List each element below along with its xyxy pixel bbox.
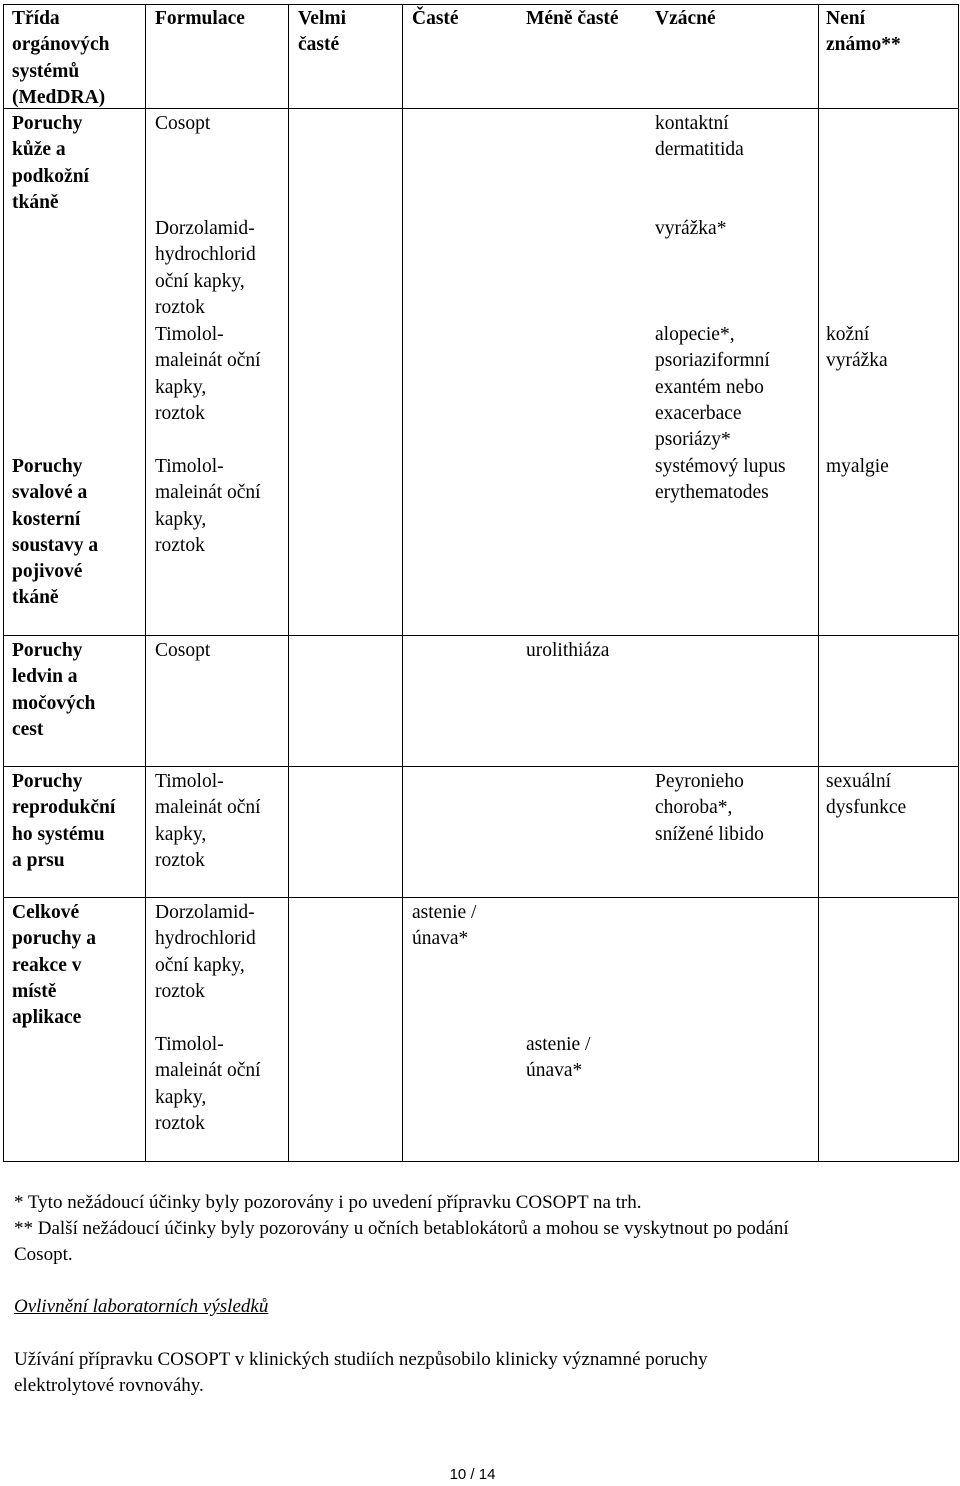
page-number: 10 / 14: [449, 1466, 496, 1483]
reproductive-class: Poruchy reprodukční ho systému a prsu: [12, 771, 116, 871]
skin-dorzolamide: Dorzolamid- hydrochlorid oční kapky, roztok: [155, 218, 256, 318]
footnote-1: * Tyto nežádoucí účinky byly pozorovány i po uvedení přípravku COSOPT na trh.: [14, 1192, 642, 1213]
section-heading: Ovlivnění laboratorních výsledků: [14, 1296, 269, 1317]
skin-timolol-rare: alopecie*, psoriaziformní exantém nebo exacerbace psoriázy*: [655, 324, 770, 451]
reproductive-unknown: sexuální dysfunkce: [826, 771, 907, 819]
header-unknown: Není známo**: [826, 8, 901, 56]
general-timolol-uncommon: astenie / únava*: [526, 1034, 591, 1082]
skin-timolol: Timolol- maleinát oční kapky, roztok: [155, 324, 261, 424]
header-formulation: Formulace: [155, 8, 245, 29]
skin-cosopt: Cosopt: [155, 113, 211, 134]
general-timolol: Timolol- maleinát oční kapky, roztok: [155, 1034, 261, 1134]
section-text-line-1: Užívání přípravku COSOPT v klinických studiích nezpůsobilo klinicky významné poruchy: [14, 1349, 708, 1370]
general-dorzolamide: Dorzolamid- hydrochlorid oční kapky, roztok: [155, 902, 256, 1002]
header-rare: Vzácné: [655, 8, 716, 29]
header-very-common: Velmi časté: [298, 8, 347, 56]
footnote-2-line-2: Cosopt.: [14, 1244, 73, 1265]
skin-cosopt-rare: kontaktní dermatitida: [655, 113, 744, 161]
renal-class: Poruchy ledvin a močových cest: [12, 640, 96, 740]
skin-dorzolamide-rare: vyrážka*: [655, 218, 727, 239]
renal-uncommon: urolithiáza: [526, 640, 610, 661]
header-common: Časté: [412, 8, 459, 29]
skin-timolol-unknown: kožní vyrážka: [826, 324, 888, 372]
musculo-rare: systémový lupus erythematodes: [655, 456, 786, 504]
general-class: Celkové poruchy a reakce v místě aplikace: [12, 902, 96, 1029]
general-dorzolamide-very-common: astenie / únava*: [412, 902, 477, 950]
musculo-timolol: Timolol- maleinát oční kapky, roztok: [155, 456, 261, 556]
header-uncommon: Méně časté: [526, 8, 619, 29]
reproductive-timolol: Timolol- maleinát oční kapky, roztok: [155, 771, 261, 871]
musculo-unknown: myalgie: [826, 456, 889, 477]
header-class: Třída orgánových systémů (MedDRA): [12, 8, 110, 108]
renal-cosopt: Cosopt: [155, 640, 211, 661]
skin-class: Poruchy kůže a podkožní tkáně: [12, 113, 89, 213]
section-text-line-2: elektrolytové rovnováhy.: [14, 1375, 204, 1396]
musculo-class: Poruchy svalové a kosterní soustavy a pojivové tkáně: [12, 456, 99, 609]
footnote-2-line-1: ** Další nežádoucí účinky byly pozorovány u očních betablokátorů a mohou se vyskytnout po podání: [14, 1218, 789, 1239]
reproductive-rare: Peyronieho choroba*, snížené libido: [655, 771, 764, 845]
